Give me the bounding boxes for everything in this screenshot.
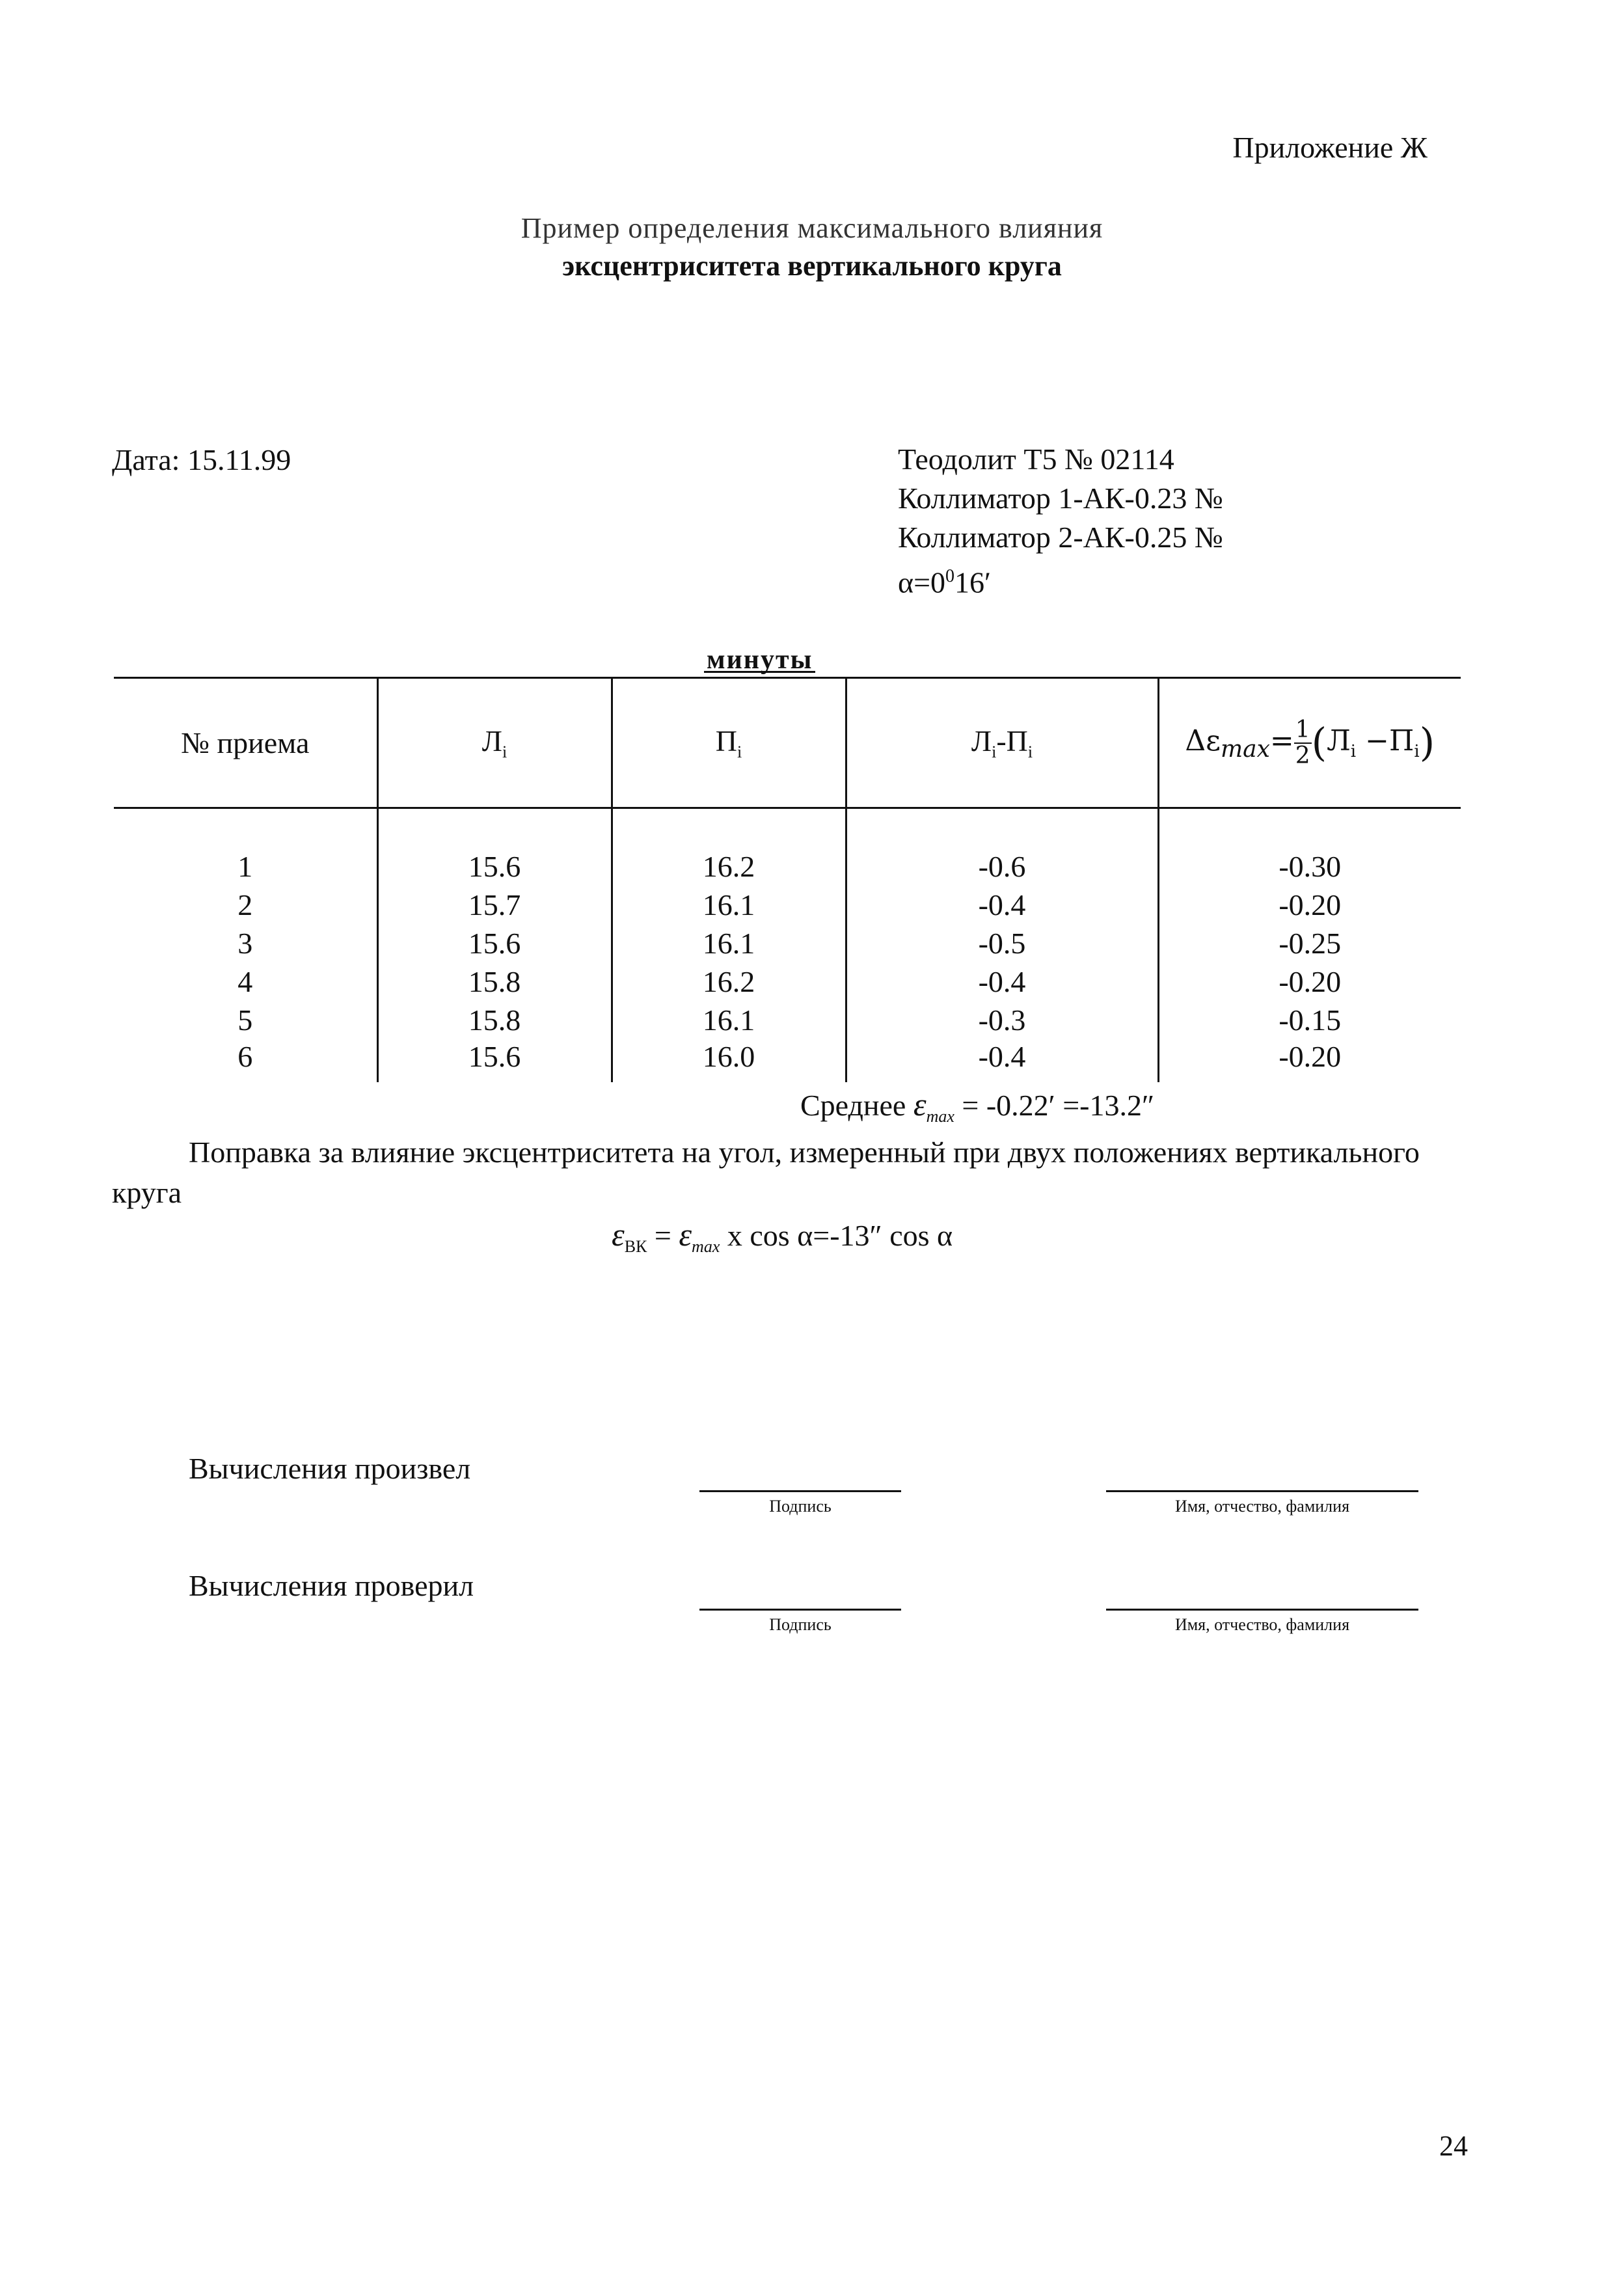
header-left: $Л_i$ — [377, 678, 612, 808]
document-title-line2: эксцентриситета вертикального круга — [562, 250, 1062, 282]
alpha-value: $\alpha=0^016'$ — [898, 565, 992, 599]
header-right: $П_i$ — [612, 678, 846, 808]
table-row: 2 15.7 16.1 -0.4 -0.20 — [114, 886, 1461, 924]
signature-caption: Подпись — [769, 1615, 832, 1634]
name-line — [1106, 1609, 1418, 1611]
table-row: 6 15.6 16.0 -0.4 -0.20 — [114, 1039, 1461, 1082]
table-row: 4 15.8 16.2 -0.4 -0.20 — [114, 962, 1461, 1001]
table-row: 3 15.6 16.1 -0.5 -0.25 — [114, 924, 1461, 962]
table-row: 1 15.6 16.2 -0.6 -0.30 — [114, 847, 1461, 886]
signature-line — [699, 1609, 901, 1611]
signature-caption: Подпись — [769, 1497, 832, 1516]
header-reception-number: № приема — [114, 678, 377, 808]
appendix-label: Приложение Ж — [1232, 131, 1428, 164]
signature-line — [699, 1490, 901, 1492]
signature-label-performed: Вычисления произвел — [189, 1452, 471, 1485]
page-number: 24 — [1439, 2130, 1468, 2162]
document-title-line1: Пример определения максимального влияния — [521, 212, 1103, 244]
instrument-list — [898, 440, 1223, 602]
name-caption: Имя, отчество, фамилия — [1174, 1615, 1350, 1634]
average-line: Среднее $\varepsilon_{max} = -0.22' =-13.2''$ — [800, 1086, 1155, 1126]
correction-formula: $\varepsilon_{ВК} = \varepsilon_{max}$ x cos α=-13″ cos α — [612, 1216, 953, 1257]
correction-paragraph: Поправка за влияние эксцентриситета на угол, измеренный при двух положениях вертикального круга — [112, 1136, 1420, 1209]
instrument-collimator-2: Коллиматор 2-АК-0.25 № — [898, 521, 1223, 554]
instrument-collimator-1: Коллиматор 1-АК-0.23 № — [898, 482, 1223, 515]
name-caption: Имя, отчество, фамилия — [1174, 1497, 1350, 1516]
units-label: минуты — [707, 645, 813, 675]
signature-label-checked: Вычисления проверил — [189, 1569, 474, 1602]
table-header-row — [114, 678, 1461, 808]
measurements-table — [114, 677, 1461, 1082]
instrument-theodolite: Теодолит Т5 № 02114 — [898, 443, 1174, 476]
name-line — [1106, 1490, 1418, 1492]
table-row: 5 15.8 16.1 -0.3 -0.15 — [114, 1001, 1461, 1039]
date-field: Дата: 15.11.99 — [112, 443, 291, 476]
header-difference: $Л_i-П_i$ — [846, 678, 1158, 808]
header-delta-formula: $\Delta\varepsilon_{max}=$ $\frac{1}{2}$ $(Л_i -П_i)$ — [1158, 678, 1461, 808]
